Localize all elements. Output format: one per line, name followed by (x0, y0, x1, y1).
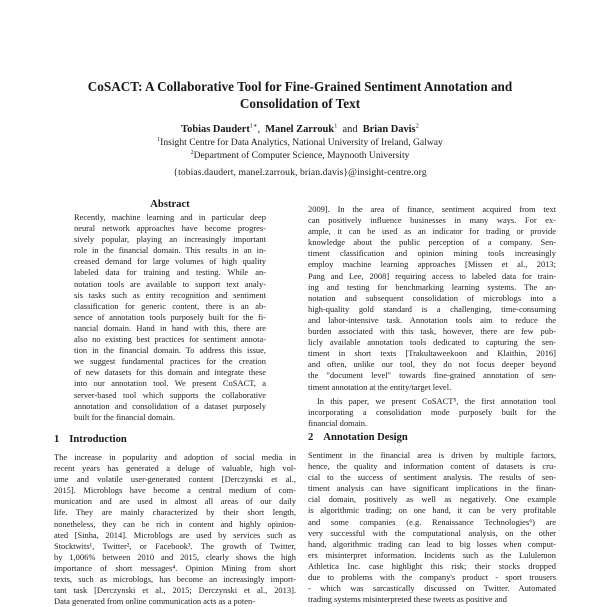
abstract-body (74, 212, 266, 423)
title-line-2: Consolidation of Text (239, 96, 361, 111)
intro-title: Introduction (69, 434, 127, 445)
right-column-line: can positively influence businesses in many ways. For ex- (308, 215, 556, 226)
abstract-line: labeled data for training and testing. While an- (74, 267, 266, 278)
affiliation-2-sup: 2 (190, 149, 194, 156)
intro-line: recent years has generated a deluge of valuable, high vol- (54, 463, 296, 474)
right-column-line: ample, it can be used as an indicator for trading or provide (308, 226, 556, 237)
abstract-heading: Abstract (150, 199, 190, 210)
abstract-line: server-based tool which supports the collaborative (74, 389, 266, 400)
intro-line: 2015]. Microblogs have become a central medium of com- (54, 485, 296, 496)
intro-line: by 1,006% between 2010 and 2015, clearly shows the high (54, 551, 296, 562)
abstract-line: neural network approaches have become progres- (74, 223, 266, 234)
intro-line: ated [Sinha, 2014]. Microblogs are used by services such as (54, 529, 296, 540)
section2-line: and some companies (e.g. Renaissance Technologies⁶) are (308, 516, 556, 527)
author-separator: , (257, 124, 261, 135)
right-column-line: timent in short texts [Trakultaweekoon and Klaithin, 2016] (308, 348, 556, 359)
intro-line: nonetheless, they can be rich in content and highly opinion- (54, 518, 296, 529)
intro-line: texts, such as microblogs, has become an increasingly import- (54, 574, 296, 585)
section2-line: trading systems misinterpreted these tweets as positive and (308, 594, 507, 605)
abstract-line: sence of annotation tools purposely built for the fi- (74, 311, 266, 322)
right-column-line: notation and subsequent consolidation of microblogs into a (308, 292, 556, 303)
right-column-line: the "document level" towards fine-grained annotation of sen- (308, 370, 556, 381)
section2-line: Sentiment in the financial area is driven by multiple factors, (308, 450, 556, 460)
section2-line: very successful with the computational analysis, on the other (308, 527, 556, 538)
section2-line: is algorithmic trading; on one hand, it can be very profitable (308, 505, 556, 516)
title-line-1: CoSACT: A Collaborative Tool for Fine-Grained Sentiment Annotation and (87, 79, 513, 94)
abstract-line: sis tasks such as entity recognition and sentiment (74, 289, 266, 300)
intro-line: life. They are mainly characterized by their short length, (54, 507, 296, 518)
right-column-line: timent annotation at the entity/target level. (308, 381, 452, 392)
affiliation-2-text: Department of Computer Science, Maynooth University (193, 150, 410, 161)
section2-line: hence, the quality and information content of datasets is cru- (308, 461, 556, 472)
right-column-line: licly available annotation tools dedicated to capturing the sen- (308, 337, 556, 348)
intro-line: ume and volatile user-generated content [Derczynski et al., (54, 474, 296, 485)
abstract-line: built for the financial domain. (74, 411, 175, 422)
intro-body (54, 452, 296, 607)
section2-line: cial to the success of sentiment analysis. The results of sen- (308, 472, 556, 483)
section2-number: 2 (308, 432, 314, 443)
section2-body (308, 450, 556, 605)
right-column-line: knowledge about the public perception of a company. Sen- (308, 237, 556, 248)
right-column-line: high-quality gold standard is a challenging, time-consuming (308, 303, 556, 314)
right-column-line: timent classification and opinion mining tools increasingly (308, 248, 556, 259)
section2-line: ers misinterpret information. Incidents such as the Lululemon (308, 549, 556, 560)
author-1-sup: 1∗ (249, 122, 258, 130)
intro-line: munication and are used in almost all areas of our daily (54, 496, 296, 507)
author-2-name: Manel Zarrouk (265, 124, 335, 135)
abstract-line: also no existing best practices for sentiment annota- (74, 334, 266, 345)
abstract-line: role in the financial domain. This results in an in- (74, 245, 266, 256)
section2-line: cial domain, positively as well as negatively. One example (308, 494, 556, 505)
author-1-name: Tobias Daudert (181, 124, 250, 135)
abstract-line: classification for generic content, there is an ab- (74, 300, 266, 311)
right-column-para2-line: financial domain. (308, 417, 368, 428)
abstract-line: tion in the financial domain. To address this issue, (74, 345, 266, 356)
section2-line: timent analysis can have significant implications in the finan- (308, 483, 556, 494)
right-column-line: and labor-intensive task. Annotation tools aim to reduce the (308, 314, 556, 325)
section2-line: Athletica Inc. case highlight this risk; their stocks dropped (308, 560, 556, 571)
affiliation-1-sup: 1 (157, 136, 161, 143)
abstract-line: sively popular, playing an increasingly important (74, 234, 266, 245)
intro-line: tant task [Derczynski et al., 2015; Derczynski et al., 2013]. (54, 585, 296, 596)
abstract-line: annotation and consolidation of a dataset purposely (74, 400, 266, 411)
abstract-line: of new datasets for this domain and integrate these (74, 367, 266, 378)
author-emails: {tobias.daudert, manel.zarrouk, brian.davis}@insight-centre.org (173, 167, 427, 178)
affiliation-2 (40, 150, 560, 163)
abstract-line: notation tools are available to support text analy- (74, 278, 266, 289)
affiliation-1 (40, 137, 560, 150)
abstract-line: we suggest fundamental practices for the creation (74, 356, 266, 367)
author-3-sup: 2 (415, 122, 419, 130)
section2-title: Annotation Design (323, 432, 408, 443)
right-column-line: Pang and Lee, 2008] requiring access to labeled data for train- (308, 270, 556, 281)
right-column-para2-line: In this paper, we present CoSACT⁵, the first annotation tool (317, 395, 556, 406)
intro-line: importance of short messages⁴. Opinion Mining from short (54, 562, 296, 573)
author-and: and (342, 124, 358, 135)
author-list (40, 123, 560, 137)
section2-line: due to problems with the company's product - sport trousers (308, 572, 556, 583)
intro-line: The increase in popularity and adoption of social media in (54, 452, 296, 462)
author-2-sup: 1 (334, 122, 338, 130)
affiliation-1-text: Insight Centre for Data Analytics, National University of Ireland, Galway (160, 137, 443, 148)
section2-line: - which was sarcastically discussed on Twitter. Automated (308, 583, 556, 594)
intro-line: Data generated from online communication acts as a poten- (54, 596, 256, 607)
intro-line: Stocktwits¹, Twitter², or Facebook³. The growth of Twitter, (54, 540, 296, 551)
right-column-para2-line: incorporating a consolidation mode purposely built for the (308, 406, 556, 417)
right-column-line: burden associated with this task, however, there are few pub- (308, 326, 556, 337)
abstract-line: Recently, machine learning and in particular deep (74, 212, 266, 222)
section2-heading (308, 432, 408, 443)
abstract-line: into our annotation tool. We present CoSACT, a (74, 378, 266, 389)
paper-title (40, 78, 560, 112)
intro-heading (54, 434, 127, 445)
right-column-line: 2009]. In the area of finance, sentiment acquired from text (308, 204, 556, 214)
section2-line: hand, algorithmic trading can lead to big losses when comput- (308, 538, 556, 549)
right-column-body (308, 204, 556, 429)
right-column-line: employ machine learning approaches [Missen et al., 2013; (308, 259, 556, 270)
author-3-name: Brian Davis (362, 124, 416, 135)
right-column-line: ing and testing for benchmarking learning systems. The an- (308, 281, 556, 292)
abstract-line: creased demand for large volumes of high quality (74, 256, 266, 267)
abstract-line: nancial domain. Hand in hand with this, there are (74, 322, 266, 333)
right-column-line: and often, unlike our tool, they do not focus deeper beyond (308, 359, 556, 370)
intro-number: 1 (54, 434, 60, 445)
